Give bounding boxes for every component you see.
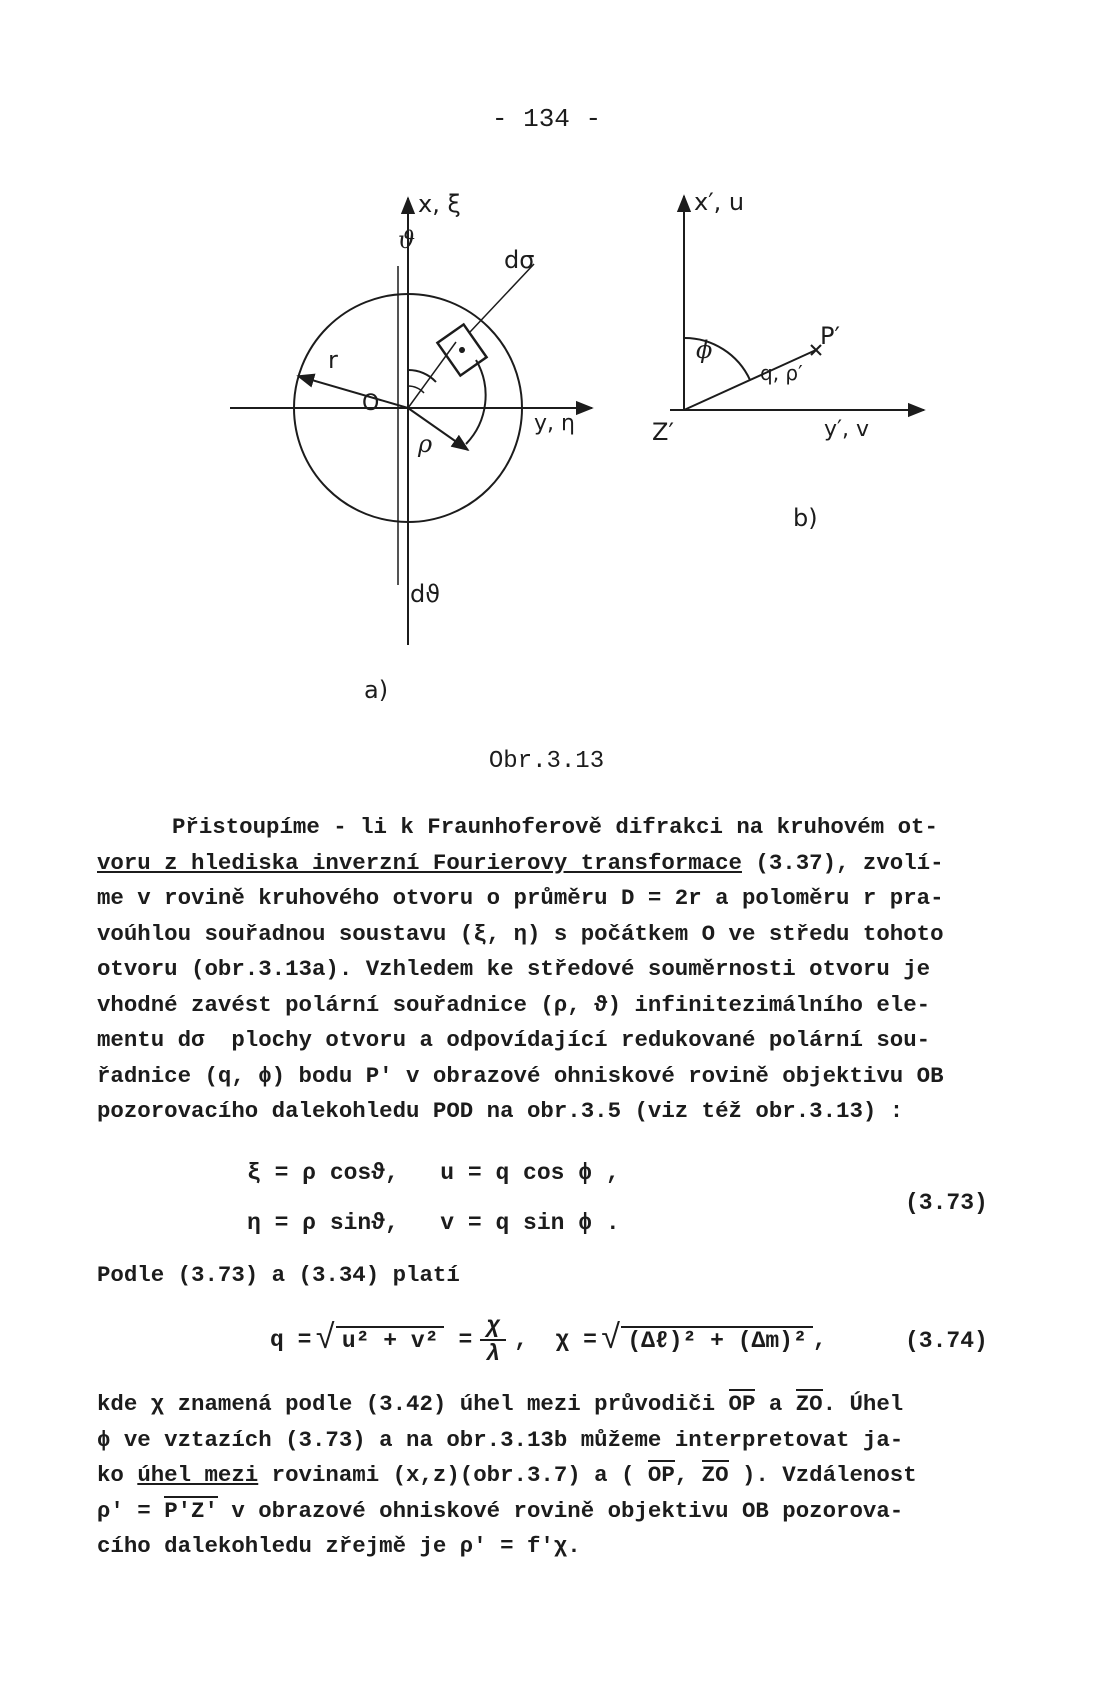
p1-line-9: pozorovacího dalekohledu POD na obr.3.5 (viz též obr.3.13) : [97, 1098, 904, 1124]
panel-a-label: a) [364, 676, 389, 704]
figure-caption: Obr.3.13 [488, 748, 605, 775]
eq-3-73-row-2: η = ρ sinϑ, v = q sin ϕ . [247, 1210, 620, 1236]
p2-line-2: ϕ ve vztazích (3.73) a na obr.3.13b můžeme interpretovat ja- [97, 1426, 904, 1453]
rho-arc [466, 360, 486, 444]
radius-arrow [298, 376, 408, 408]
p1-line-5: otvoru (obr.3.13a). Vzhledem ke středové souměrnosti otvoru je [97, 956, 931, 982]
podle-line: Podle (3.73) a (3.34) platí [97, 1262, 460, 1288]
r-label: r [328, 346, 338, 374]
eq-3-73-row-1: ξ = ρ cosϑ, u = q cos ϕ , [247, 1160, 620, 1186]
eq-3-74: q = √ u² + v² = $\frac{\chi}{\lambda}$ , χ = √ (Δℓ)² + (Δm)² , [270, 1313, 827, 1367]
p1-line-7: mentu dσ plochy otvoru a odpovídající redukované polární sou- [97, 1027, 931, 1053]
p1-line-1: Přistoupíme - li k Fraunhoferově difrakci na kruhovém ot- [172, 814, 938, 840]
sqrt-dl-dm: (Δℓ)² + (Δm)² [621, 1326, 812, 1354]
p1-line-4: voúhlou souřadnou soustavu (ξ, η) s počátkem O ve středu tohoto [97, 920, 944, 947]
dsigma-leader [470, 264, 534, 332]
dtheta-label: dϑ [410, 580, 441, 608]
figure-b [652, 188, 940, 540]
rho-label: ρ [418, 430, 433, 458]
p1-line-6: vhodné zavést polární souřadnice (ρ, ϑ) infinitezimálního ele- [97, 991, 931, 1018]
underlined-phrase: voru z hlediska inverzní Fourierovy transformace [97, 849, 742, 876]
panel-b-label: b) [793, 504, 818, 532]
p1-line-8: řadnice (q, ϕ) bodu P′ v obrazové ohniskové rovině objektivu OB [97, 1062, 944, 1089]
paragraph-2 [97, 1387, 1032, 1565]
rho-arrow [408, 408, 468, 450]
dsigma-label: dσ [504, 246, 535, 274]
page-number: - 134 - [491, 104, 602, 134]
axis-x-xi-label: x, ξ [418, 190, 461, 218]
figure-a [230, 190, 630, 710]
p2-line-5: cího dalekohledu zřejmě je ρ′ = f′χ. [97, 1533, 581, 1559]
axis-y-eta-label: y, η [534, 411, 575, 436]
phi-label: ϕ [696, 336, 713, 364]
sqrt-u-v: u² + v² [336, 1326, 445, 1354]
z-prime-label: Z′ [652, 418, 674, 446]
p1-line-3: me v rovině kruhového otvoru o průměru D = 2r a poloměru r pra- [97, 885, 944, 911]
p1-line-2: voru z hlediska inverzní Fourierovy transformace (3.37), zvolí- [97, 849, 944, 876]
paragraph-1 [97, 810, 1032, 1130]
axis-x-prime-label: x′, u [694, 188, 745, 216]
p2-line-1: kde χ znamená podle (3.42) úhel mezi průvodiči OP a ZO. Úhel [97, 1391, 904, 1417]
chi-over-lambda: $\frac{\chi}{\lambda}$ [480, 1313, 506, 1367]
eq-3-74-label: (3.74) [905, 1328, 988, 1354]
element-ray [408, 342, 456, 408]
p-prime-label: P′ [820, 322, 840, 350]
phi-arc [684, 338, 750, 380]
theta-label: ϑ [398, 226, 416, 254]
p2-line-4: ρ′ = P′Z′ v obrazové ohniskové rovině objektivu OB pozorova- [97, 1497, 904, 1524]
axis-y-prime-label: y′, v [824, 417, 870, 442]
origin-o-label: O [362, 391, 380, 416]
q-rho-label: q, ρ′ [760, 361, 803, 385]
eq-3-73-label: (3.73) [905, 1190, 988, 1216]
p2-line-3: ko úhel mezi rovinami (x,z)(obr.3.7) a ( OP, ZO ). Vzdálenost [97, 1462, 917, 1488]
